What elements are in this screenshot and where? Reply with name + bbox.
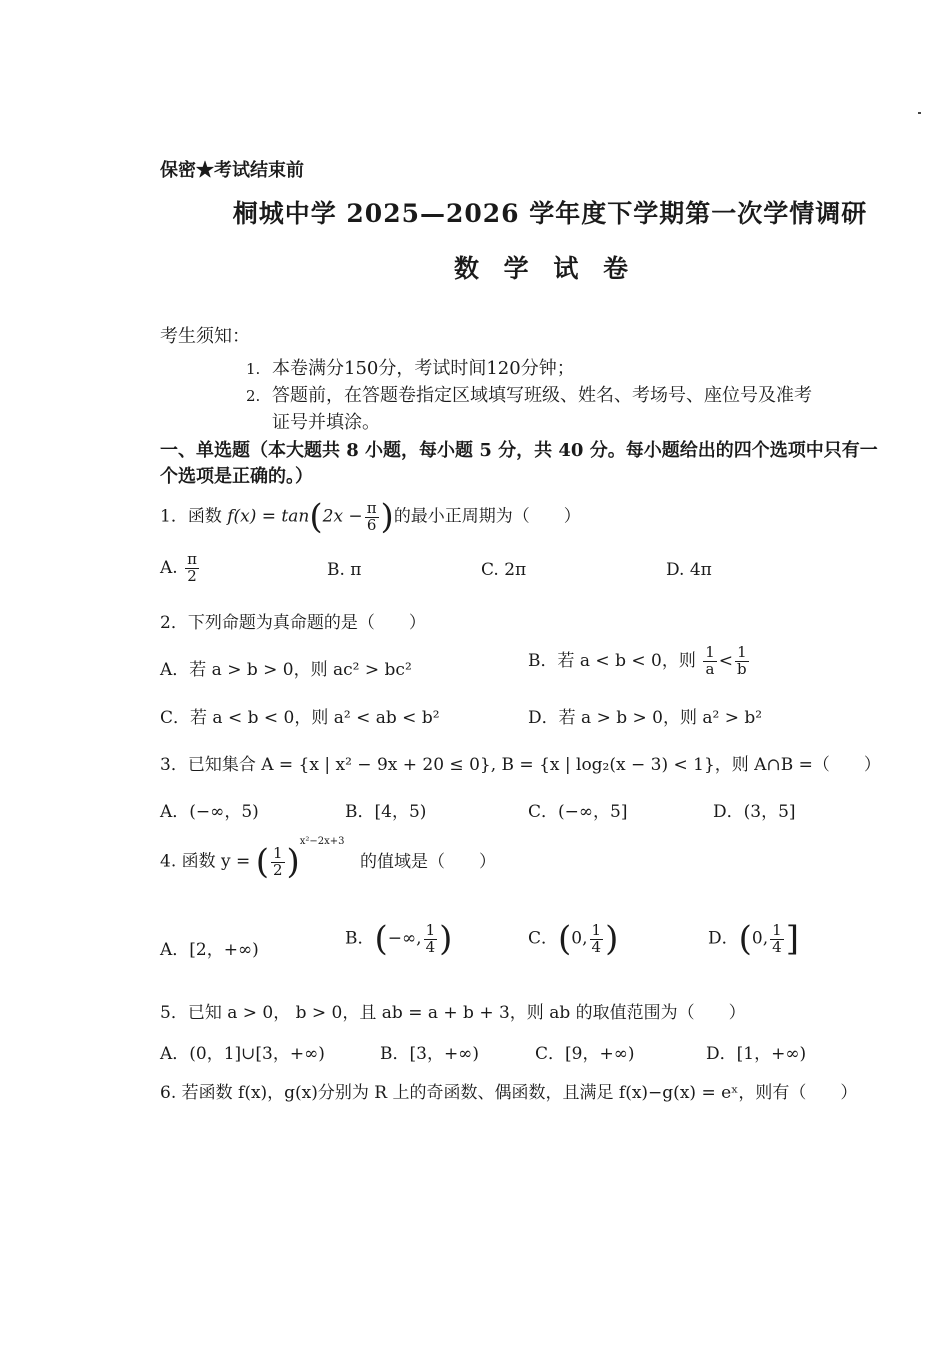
q4-option-a: A．[2，+∞) <box>160 940 259 960</box>
exam-subtitle: 数 学 试 卷 <box>453 254 637 283</box>
notice-item-number: 1. <box>246 360 261 378</box>
q2-option-c: C．若 a < b < 0，则 a² < ab < b² <box>160 708 440 728</box>
q3-option-a: A．(−∞，5) <box>160 802 259 822</box>
question-2: 2．下列命题为真命题的是（ ） <box>160 613 426 633</box>
q3-option-d: D．(3，5] <box>713 802 796 822</box>
q1-option-d: D. 4π <box>666 560 712 580</box>
q2-option-a: A．若 a > b > 0，则 ac² > bc² <box>160 660 412 680</box>
question-3: 3．已知集合 A = {x | x² − 9x + 20 ≤ 0}, B = {x | log₂(x − 3) < 1}，则 A∩B =（ ） <box>160 755 881 775</box>
q1-inner: 2x − <box>322 506 363 527</box>
right-paren: ) <box>286 842 300 882</box>
q4-option-d-fraction: $\frac{1}{4}$ <box>772 920 782 956</box>
notice-item-2-continued: 证号并填涂。 <box>272 412 380 433</box>
exam-title: 桐城中学 2025—2026 学年度下学期第一次学情调研 <box>232 199 868 228</box>
notice-heading: 考生须知： <box>160 326 250 347</box>
left-paren: ( <box>309 497 323 537</box>
q4-option-c-fraction: $\frac{1}{4}$ <box>591 920 602 956</box>
q4-base-fraction: $\frac{1}{2}$ <box>272 843 283 879</box>
q3-option-b: B．[4，5) <box>345 802 427 822</box>
q2-option-b-fraction-2: $\frac{1}{b}$ <box>737 643 747 678</box>
q1-option-a: A. $\frac{\pi}{2}$ <box>160 550 197 585</box>
question-4 <box>160 835 496 882</box>
q2-option-d: D．若 a > b > 0，则 a² > b² <box>528 708 763 728</box>
q2-option-b-fraction-1: $\frac{1}{a}$ <box>705 643 715 678</box>
q1-function: f(x) = tan <box>227 506 310 527</box>
q2-option-b: B．若 a < b < 0，则 $\frac{1}{a}$ < $\frac{1}{b}$ <box>528 643 747 678</box>
q4-option-c: C．(0, $\frac{1}{4}$ ) <box>528 919 619 959</box>
question-5: 5．已知 a > 0， b > 0，且 ab = a + b + 3，则 ab 的取值范围为（ ） <box>160 1003 746 1023</box>
q3-option-c: C．(−∞，5] <box>528 802 628 822</box>
q4-option-b-fraction: $\frac{1}{4}$ <box>425 920 436 956</box>
question-1 <box>160 497 581 537</box>
q4-option-b: B．(−∞, $\frac{1}{4}$ ) <box>345 919 453 959</box>
q4-exponent: x²−2x+3 <box>299 835 345 847</box>
q5-option-c: C．[9，+∞) <box>535 1044 635 1064</box>
q1-option-c: C. 2π <box>481 560 527 580</box>
notice-item-2 <box>246 381 812 407</box>
notice-item-text: 本卷满分150分，考试时间120分钟； <box>272 358 575 379</box>
left-paren: ( <box>255 842 269 882</box>
q4-option-d: D．(0, $\frac{1}{4}$ ] <box>708 919 799 959</box>
scan-speck <box>918 112 921 114</box>
q1-option-b: B. π <box>327 560 362 580</box>
notice-item-number: 2. <box>246 387 261 405</box>
section-heading-continued: 个选项是正确的。） <box>160 466 313 487</box>
q1-option-a-fraction: $\frac{\pi}{2}$ <box>187 550 197 585</box>
q4-suffix: 的值域是（ ） <box>359 851 496 872</box>
q1-prefix: 1．函数 <box>160 506 222 527</box>
q5-option-b: B．[3，+∞) <box>380 1044 479 1064</box>
question-6: 6. 若函数 f(x)，g(x)分别为 R 上的奇函数、偶函数，且满足 f(x)−g(x) = eˣ，则有（ ） <box>160 1083 858 1103</box>
q4-prefix: 4. 函数 y = <box>160 851 251 872</box>
q1-suffix: 的最小正周期为（ ） <box>393 506 581 527</box>
q1-fraction: $\frac{\pi}{6}$ <box>366 498 377 534</box>
notice-item-1 <box>246 354 575 380</box>
notice-item-text: 答题前，在答题卷指定区域填写班级、姓名、考场号、座位号及准考 <box>272 385 812 406</box>
right-paren: ) <box>380 497 394 537</box>
confidential-label: 保密★考试结束前 <box>160 160 304 181</box>
q5-option-d: D．[1，+∞) <box>706 1044 807 1064</box>
section-heading: 一、单选题（本大题共 8 小题，每小题 5 分，共 40 分。每小题给出的四个选项中只有一 <box>160 440 878 461</box>
q5-option-a: A．(0，1]∪[3，+∞) <box>160 1044 325 1064</box>
